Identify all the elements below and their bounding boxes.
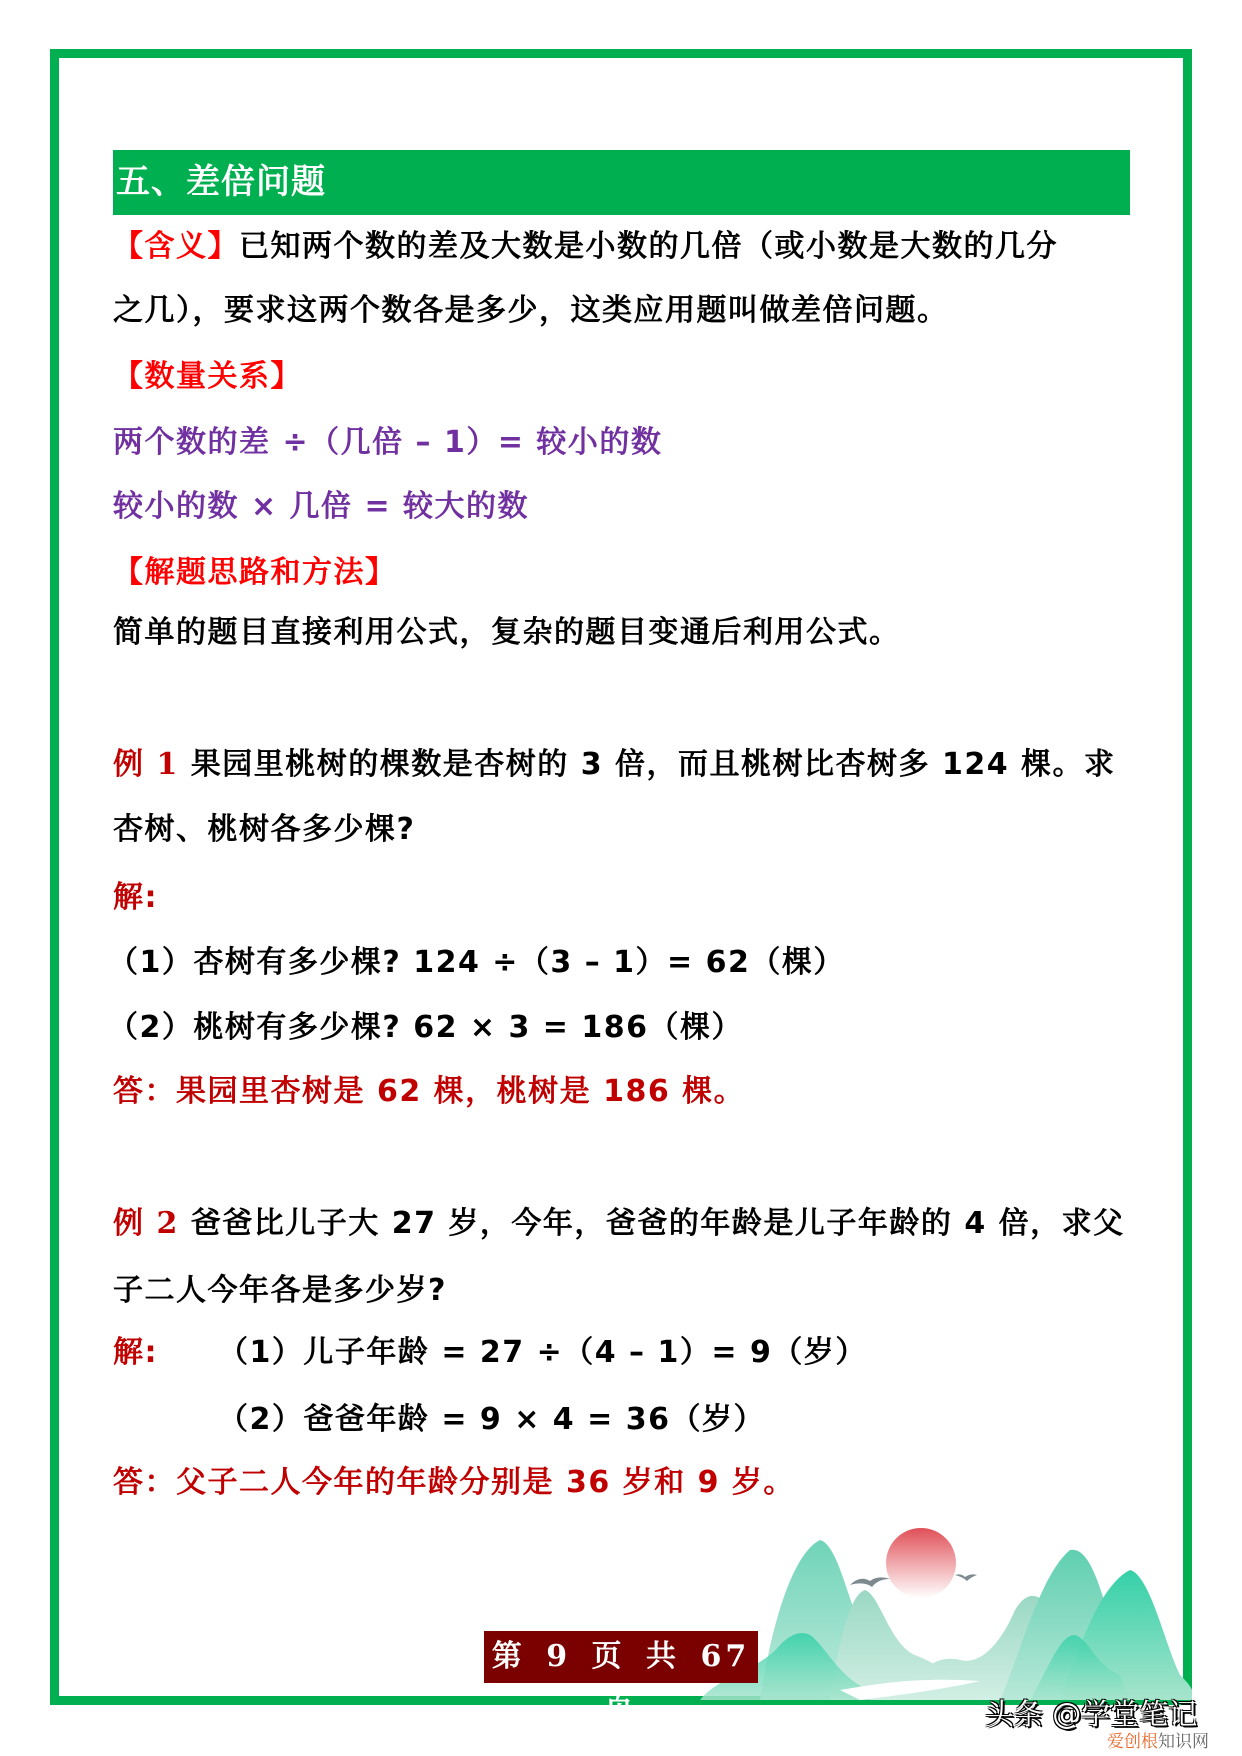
relations-label: 【数量关系】 bbox=[113, 359, 302, 394]
formula-2: 较小的数 × 几倍 = 较大的数 bbox=[113, 489, 530, 524]
method-label: 【解题思路和方法】 bbox=[113, 555, 397, 590]
example1-answer: 答：果园里杏树是 62 棵，桃树是 186 棵。 bbox=[113, 1074, 746, 1109]
bird-icon bbox=[850, 1577, 890, 1587]
watermark-site-highlight: 爱创根 bbox=[1107, 1732, 1158, 1752]
formula-1: 两个数的差 ÷（几倍 – 1）= 较小的数 bbox=[113, 425, 663, 460]
mountain-sun-illustration bbox=[700, 1495, 1192, 1700]
example1-step-1: （1）杏树有多少棵? 124 ÷（3 – 1）= 62（棵） bbox=[108, 945, 845, 980]
watermark-site-rest: 知识网 bbox=[1158, 1732, 1209, 1752]
example2-solution-label: 解: bbox=[113, 1335, 158, 1370]
watermark-site bbox=[1107, 1727, 1209, 1752]
example1-solution-label: 解: bbox=[113, 880, 158, 915]
example2-question-line-1 bbox=[113, 1204, 1125, 1244]
example2-answer: 答：父子二人今年的年龄分别是 36 岁和 9 岁。 bbox=[113, 1465, 795, 1500]
example1-question-text-1: 果园里桃树的棵数是杏树的 3 倍，而且桃树比杏树多 124 棵。求 bbox=[190, 747, 1116, 782]
sun-icon bbox=[886, 1528, 956, 1598]
example1-step-2: （2）桃树有多少棵? 62 × 3 = 186（棵） bbox=[108, 1010, 744, 1045]
meaning-line-1 bbox=[113, 227, 1058, 267]
page-indicator: 第 9 页 共 67 页 bbox=[484, 1631, 758, 1683]
meaning-label: 【含义】 bbox=[113, 229, 239, 264]
example1-question-line-2: 杏树、桃树各多少棵? bbox=[113, 812, 416, 847]
method-text: 简单的题目直接利用公式，复杂的题目变通后利用公式。 bbox=[113, 615, 901, 650]
example2-step-1: （1）儿子年龄 = 27 ÷（4 – 1）= 9（岁） bbox=[218, 1335, 867, 1370]
bird-icon bbox=[955, 1574, 977, 1581]
meaning-text-2: 之几），要求这两个数各是多少，这类应用题叫做差倍问题。 bbox=[113, 293, 949, 328]
example1-question-line-1 bbox=[113, 745, 1116, 785]
example2-step-2: （2）爸爸年龄 = 9 × 4 = 36（岁） bbox=[218, 1402, 765, 1437]
example1-tag: 例 1 bbox=[113, 747, 179, 782]
watermark-author: 头条 @学堂笔记 bbox=[985, 1697, 1198, 1731]
example2-tag: 例 2 bbox=[113, 1206, 179, 1241]
example2-question-text-1: 爸爸比儿子大 27 岁，今年，爸爸的年龄是儿子年龄的 4 倍，求父 bbox=[190, 1206, 1125, 1241]
meaning-line-2 bbox=[113, 291, 949, 331]
meaning-text-1: 已知两个数的差及大数是小数的几倍（或小数是大数的几分 bbox=[239, 229, 1058, 264]
section-title: 五、差倍问题 bbox=[116, 162, 326, 202]
example2-question-line-2: 子二人今年各是多少岁? bbox=[113, 1273, 447, 1308]
